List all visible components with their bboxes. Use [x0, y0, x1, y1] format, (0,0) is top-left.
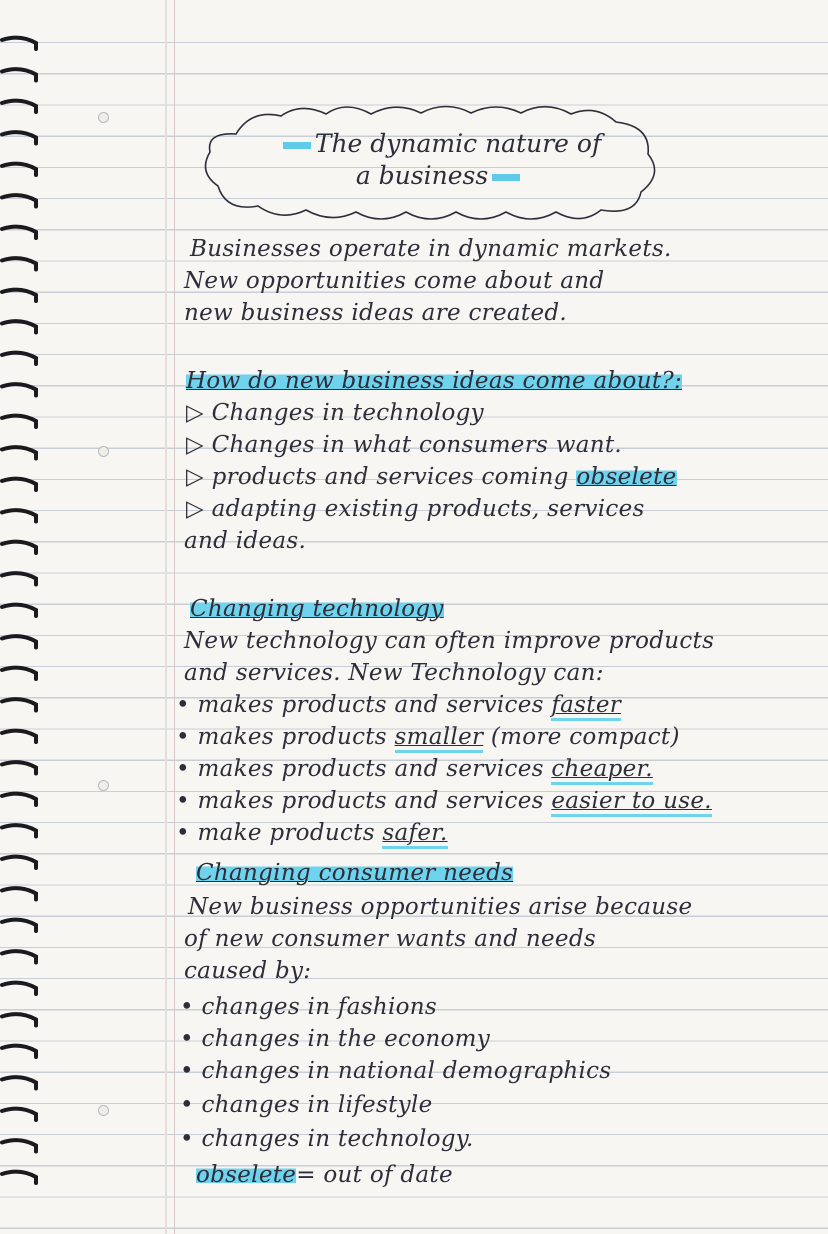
bullet-item [180, 1124, 474, 1155]
punch-hole [98, 780, 109, 791]
list-item-text: Changes in technology [211, 400, 484, 426]
triangle-bullet-icon: ▷ [186, 400, 212, 426]
heading-text: How do new business ideas come about?: [186, 368, 683, 394]
section-heading-consumer [196, 858, 513, 889]
bullet-item [176, 722, 680, 753]
heading-text: Changing technology [190, 596, 444, 622]
spiral-ring [2, 636, 36, 647]
paragraph-line: of new consumer wants and needs [184, 926, 596, 952]
paragraph-line: New technology can often improve products [184, 628, 715, 654]
spiral-ring [2, 794, 36, 805]
spiral-ring [2, 479, 36, 490]
list-item-text: adapting existing products, services [211, 496, 645, 522]
margin-line [174, 0, 175, 1234]
spiral-ring [2, 416, 36, 427]
spiral-ring [2, 888, 36, 899]
spiral-ring [2, 384, 36, 395]
bullet-text: changes in the economy [201, 1026, 491, 1052]
spiral-ring [2, 195, 36, 206]
triangle-bullet-icon: ▷ [186, 432, 212, 458]
spiral-ring [2, 605, 36, 616]
bullet-item [176, 786, 712, 817]
bullet-item [180, 1024, 490, 1055]
spiral-ring [2, 668, 36, 679]
spiral-ring [2, 699, 36, 710]
paragraph-line: New business opportunities arise because [188, 894, 693, 920]
highlight-word: obselete [576, 464, 677, 490]
bullet-text: changes in lifestyle [201, 1092, 433, 1118]
spiral-ring [2, 920, 36, 931]
highlight-word: cheaper. [551, 756, 653, 785]
spiral-ring [2, 69, 36, 80]
bullet-text: changes in technology. [201, 1126, 474, 1152]
spiral-ring [2, 1046, 36, 1057]
spiral-ring [2, 1140, 36, 1151]
bullet-text: makes products and services [197, 692, 544, 718]
spiral-ring [2, 857, 36, 868]
list-item-text: products and services coming [211, 464, 569, 490]
heading-text: Changing consumer needs [196, 860, 514, 886]
spiral-ring [2, 321, 36, 332]
bullet-item [176, 754, 653, 785]
spiral-ring [2, 258, 36, 269]
list-item [186, 494, 645, 525]
punch-hole [98, 446, 109, 457]
spiral-ring [2, 573, 36, 584]
spiral-ring [2, 353, 36, 364]
dot-bullet-icon: • [180, 994, 202, 1020]
spiral-ring [2, 762, 36, 773]
bullet-item [180, 1056, 611, 1087]
bullet-item [176, 690, 621, 721]
spiral-ring [2, 290, 36, 301]
spiral-ring [2, 1109, 36, 1120]
spiral-ring [2, 825, 36, 836]
spiral-ring [2, 164, 36, 175]
bullet-item [180, 1090, 432, 1121]
highlight-word: safer. [382, 820, 447, 849]
list-item [186, 398, 484, 429]
title-line-1: The dynamic nature of [314, 129, 602, 158]
bullet-text: changes in fashions [201, 994, 437, 1020]
spiral-ring [2, 510, 36, 521]
section-heading-technology [190, 594, 444, 625]
punch-hole [98, 1105, 109, 1116]
title-line-2: a business [355, 161, 489, 190]
spiral-ring [2, 1172, 36, 1183]
highlight-mark [283, 142, 311, 149]
paragraph-line: caused by: [184, 958, 312, 984]
spiral-ring [2, 1077, 36, 1088]
spiral-ring [2, 983, 36, 994]
bullet-item [180, 992, 437, 1023]
page-title [230, 128, 650, 192]
dot-bullet-icon: • [176, 724, 198, 750]
list-item-text: Changes in what consumers want. [211, 432, 622, 458]
spiral-ring [2, 1014, 36, 1025]
bullet-text: changes in national demographics [201, 1058, 612, 1084]
intro-line: New opportunities come about and [184, 268, 605, 294]
highlight-word: easier to use. [551, 788, 712, 817]
highlight-mark [492, 174, 520, 181]
page-edge [165, 0, 167, 1234]
spiral-ring [2, 447, 36, 458]
dot-bullet-icon: • [180, 1126, 202, 1152]
dot-bullet-icon: • [180, 1092, 202, 1118]
triangle-bullet-icon: ▷ [186, 496, 212, 522]
spiral-ring [2, 951, 36, 962]
dot-bullet-icon: • [176, 820, 198, 846]
punch-hole [98, 112, 109, 123]
spiral-ring [2, 38, 36, 49]
definition-term: obselete [196, 1162, 297, 1188]
dot-bullet-icon: • [176, 692, 198, 718]
list-item [186, 462, 677, 493]
highlight-word: faster [551, 692, 621, 721]
spiral-ring [2, 227, 36, 238]
bullet-text: makes products [197, 724, 387, 750]
definition-text: = out of date [296, 1162, 453, 1188]
bullet-item [176, 818, 448, 849]
dot-bullet-icon: • [176, 756, 198, 782]
dot-bullet-icon: • [180, 1026, 202, 1052]
intro-line: new business ideas are created. [184, 300, 567, 326]
spiral-ring [2, 542, 36, 553]
dot-bullet-icon: • [180, 1058, 202, 1084]
definition-line [196, 1160, 453, 1191]
spiral-ring [2, 132, 36, 143]
spiral-ring [2, 101, 36, 112]
spiral-binding [0, 30, 50, 1190]
spiral-ring [2, 731, 36, 742]
bullet-text: makes products and services [197, 788, 544, 814]
triangle-bullet-icon: ▷ [186, 464, 212, 490]
bullet-text-after: (more compact) [490, 724, 680, 750]
section-heading-ideas [186, 366, 682, 397]
paragraph-line: and services. New Technology can: [184, 660, 604, 686]
intro-line: Businesses operate in dynamic markets. [190, 236, 672, 262]
bullet-text: makes products and services [197, 756, 544, 782]
highlight-word: smaller [395, 724, 484, 753]
dot-bullet-icon: • [176, 788, 198, 814]
list-continuation: and ideas. [184, 528, 307, 554]
list-item [186, 430, 622, 461]
bullet-text: make products [197, 820, 375, 846]
